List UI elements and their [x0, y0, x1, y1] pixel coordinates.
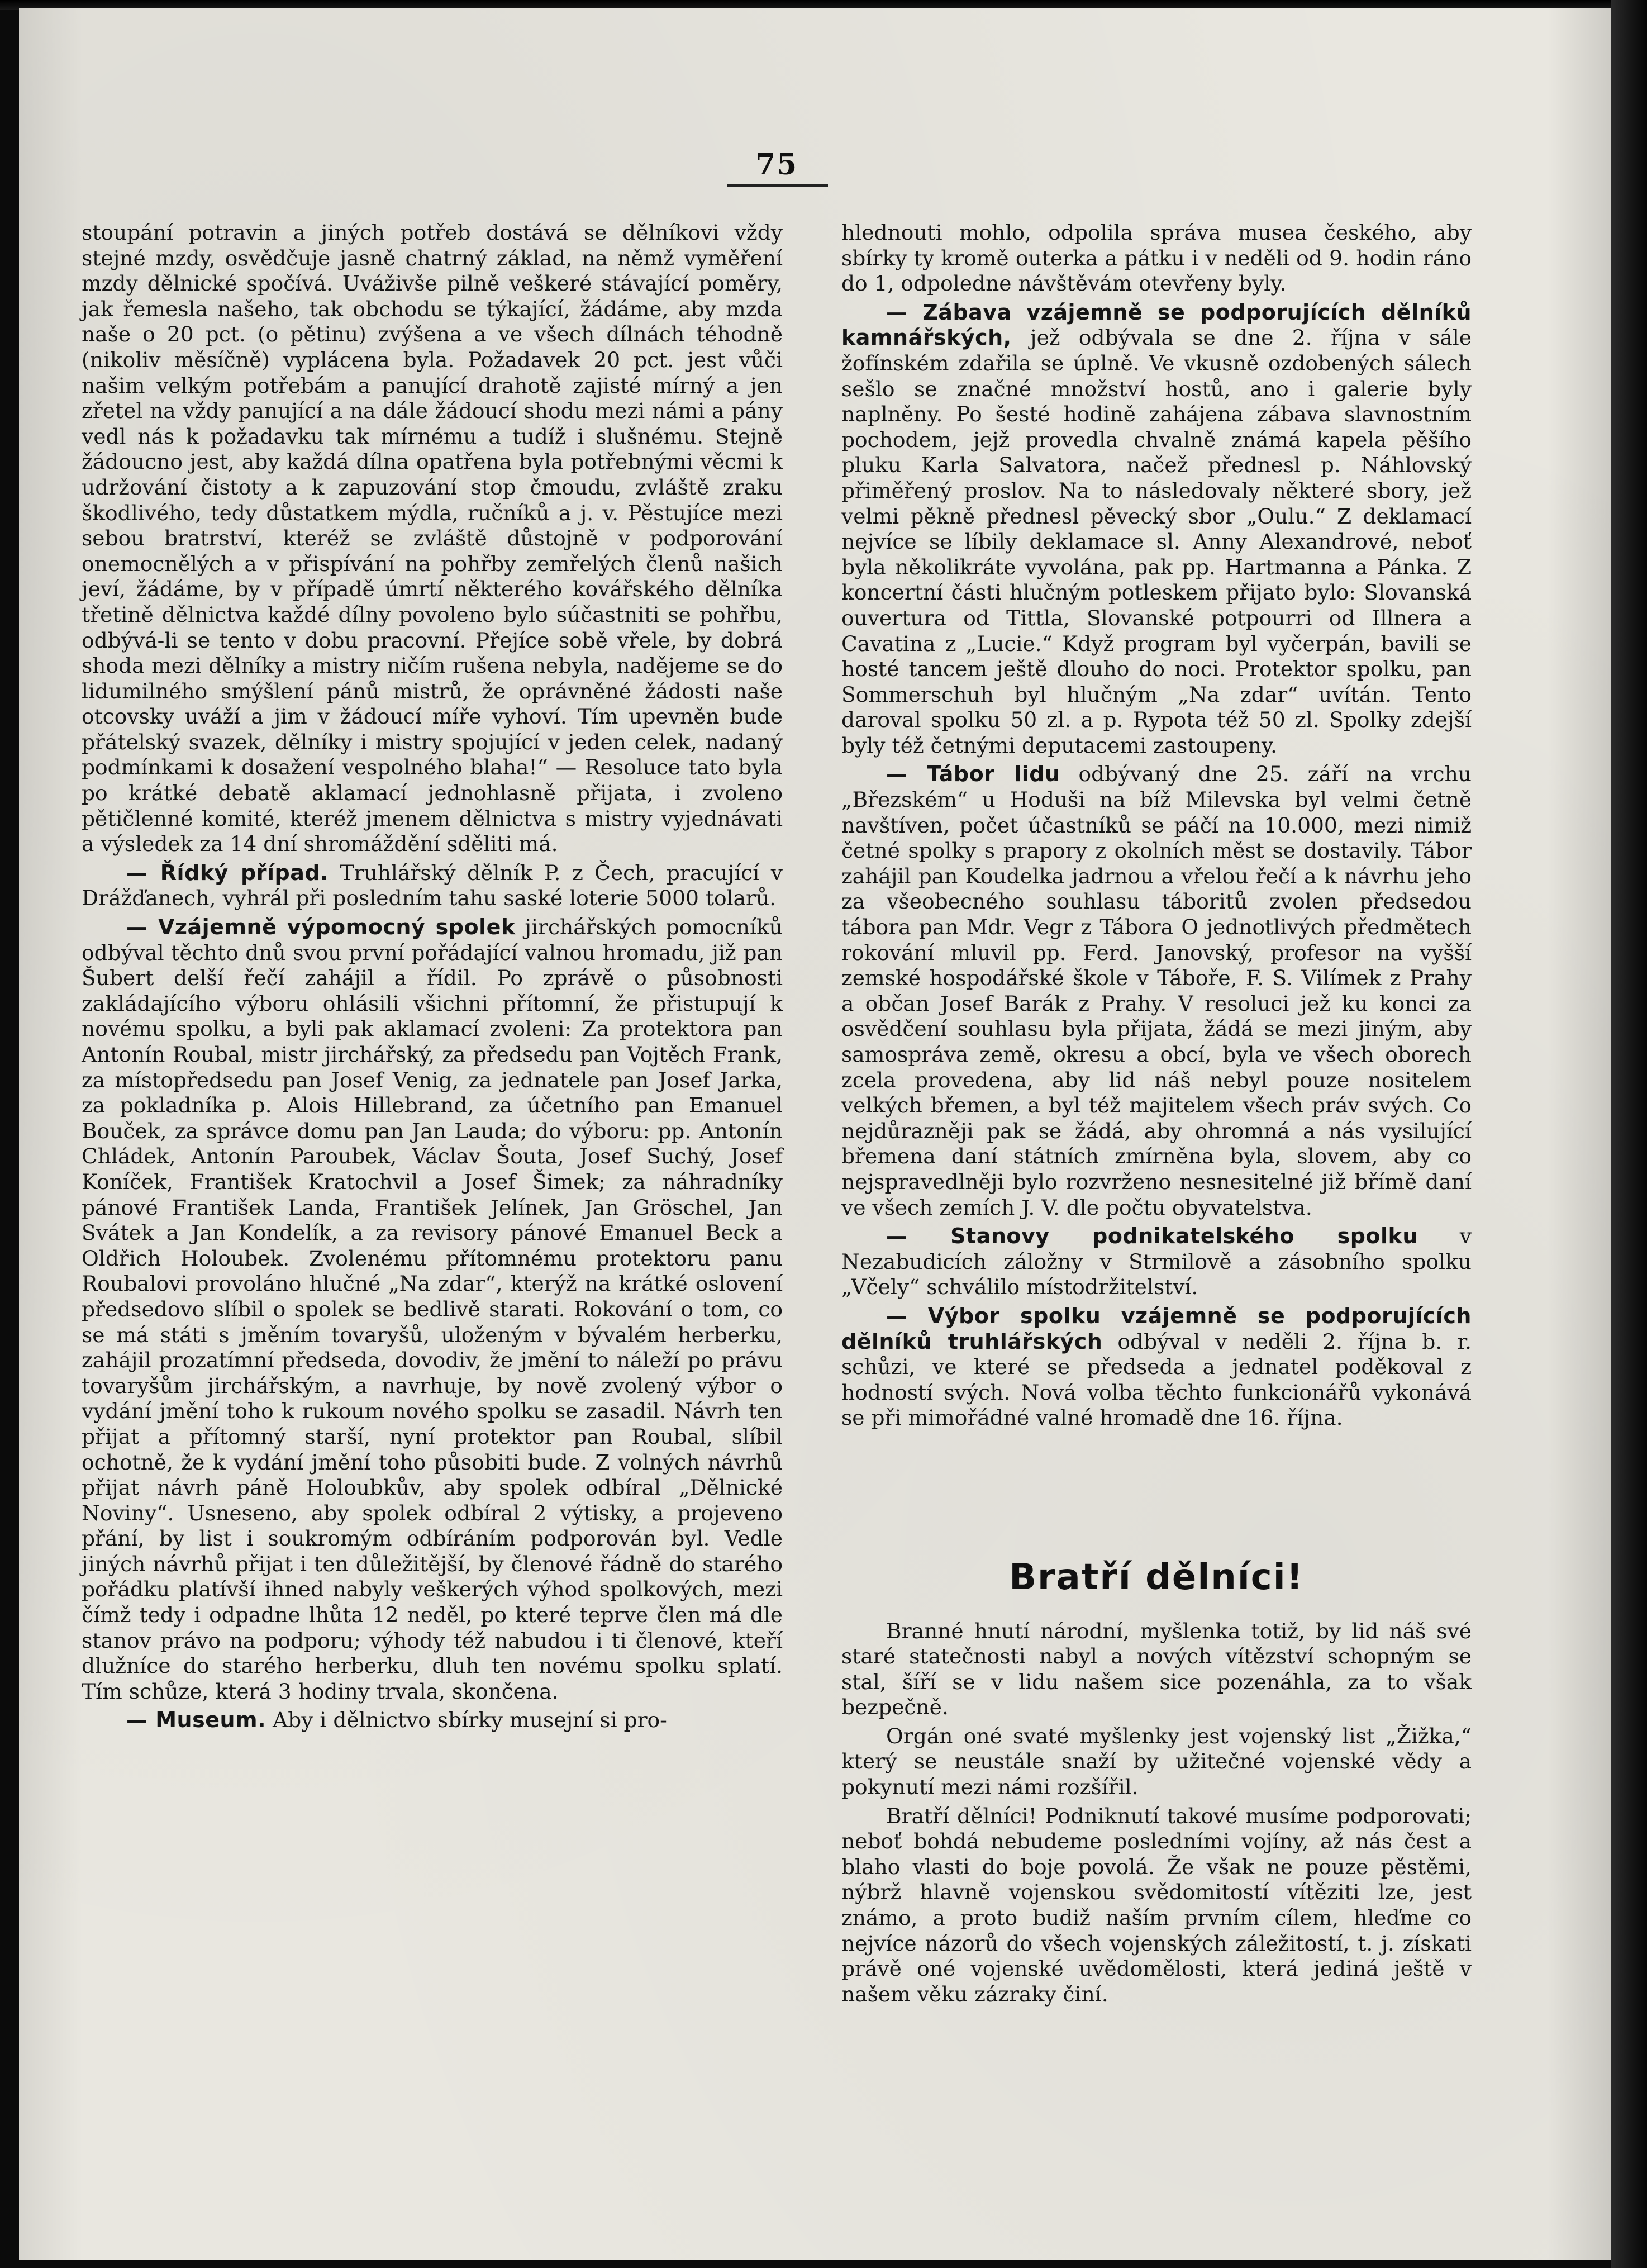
article-text: odbýval v neděli 2. října b. r. schůzi, ve které se předseda a jednatel poděkoval z hodností svých. Nová volba těchto funkcionářů vykonává se při mimořádné valné hromadě dne 16. října. — [841, 1329, 1472, 1430]
page-number: 75 — [755, 148, 798, 182]
article-heading: — Tábor lidu — [886, 762, 1060, 787]
article-paragraph — [841, 220, 1472, 297]
left-column — [82, 220, 783, 1733]
article-text: hlednouti mohlo, odpolila správa musea českého, aby sbírky ty kromě outerka a pátku i v neděli od 9. hodin ráno do 1, odpoledne návštěvám otevřeny byly. — [841, 220, 1472, 296]
article-text: jirchářských pomocníků odbýval těchto dnů svou první pořádající valnou hromadu, již pan Šubert delší řečí zahájil a řídil. Po zprávě o působnosti zakládajícího výboru ohlásili všichni přítomní, že přistupují k novému spolku, a byli pak aklamací zvoleni: Za protektora pan Antonín Roubal, mistr jirchářský, za předsedu pan Vojtěch Frank, za místopředsedu pan Josef Venig, za jednatele pan Josef Jarka, za pokladníka p. Alois Hillebrand, za účetního pan Emanuel Bouček, za správce domu pan Jan Lauda; do výboru: pp. Antonín Chládek, Antonín Paroubek, Václav Šouta, Josef Suchý, Josef Koníček, František Kratochvil a Josef Šimek; za náhradníky pánové František Landa, František Jelínek, Jan Gröschel, Jan Svátek a Jan Kondelík, a za revisory pánové Emanuel Beck a Oldřich Holoubek. Zvolenému přítomnému protektoru panu Roubalovi provoláno hlučné „Na zdar“, kterýž na krátké oslovení předsedovo slíbil o spolek se bedlivě starati. Rokování o tom, co se má státi s jměním tovaryšů, uloženým v bývalém herberku, zahájil prozatímní předseda, dovodiv, že jmění to náleží po právu tovaryšům jirchářským, a navrhuje, by nově zvolený výbor o vydání jmění toho k rukoum nového spolku se zasadil. Návrh ten přijat a přítomný starší, nyní protektor pan Roubal, slíbil ochotně, že k vydání jmění toho působiti bude. Z volných návrhů přijat návrh páně Holoubkův, aby spolek odbíral „Dělnické Noviny“. Usneseno, aby spolek odbíral 2 výtisky, a projeveno přání, by list i soukromým odbíráním podporován byl. Vedle jiných návrhů přijat i ten důležitější, by členové řádně do starého pořádku platívší ihned nabyly veškerých výhod spolkových, mezi čímž tedy i odpadne lhůta 12 neděl, po které teprve člen má dle stanov právo na podporu; výhody též nabudou i ti členové, kteří dlužníce do starého herberku, dluh ten novému spolku splatí. Tím schůze, která 3 hodiny trvala, skončena. — [82, 915, 783, 1704]
article-text: stoupání potravin a jiných potřeb dostává se dělníkovi vždy stejné mzdy, osvědčuje jasně chatrný základ, na němž vyměření mzdy dělnické spočívá. Uváživše pilně veškeré stávající poměry, jak řemesla našeho, tak obchodu se týkající, žádáme, aby mzda naše o 20 pct. (o pětinu) zvýšena a ve všech dílnách téhodně (nikoliv měsíčně) vyplácena byla. Požadavek 20 pct. jest vůči našim velkým potřebám a panující drahotě zajisté mírný a jen zřetel na vždy panující a na dále žádoucí shodu mezi námi a pány vedl nás k požadavku tak mírnému a tudíž i slušnému. Stejně žádoucno jest, aby každá dílna opatřena byla potřebnými věcmi k udržování čistoty a k zapuzování stop čmoudu, zvláště zraku škodlivého, tedy důstatkem mýdla, ručníků a j. v. Pěstujíce mezi sebou bratrství, kteréž se zvláště důstojně v podporování onemocnělých a v přispívání na pohřby zemřelých členů našich jeví, žádáme, by v případě úmrtí některého kovářského dělníka třetině dělnictva každé dílny povoleno bylo súčastniti se pohřbu, odbývá-li se tento v dobu pracovní. Přejíce sobě vřele, by dobrá shoda mezi dělníky a mistry ničím rušena nebyla, nadějeme se do lidumilného smýšlení pánů mistrů, že oprávněné žádosti naše otcovsky uváží a jim v žádoucí míře vyhoví. Tím upevněn bude přátelský svazek, dělníky i mistry spojující v jeden celek, nadaný podmínkami k dosažení vespolného blaha!“ — Resoluce tato byla po krátké debatě aklamací jednohlasně přijata, i zvoleno pětičlenné komité, kteréž jmenem dělnictva s mistry vyjednávati a výsledek za 14 dní shromáždění sděliti má. — [82, 220, 783, 857]
right-column — [841, 220, 1472, 2007]
article-paragraph — [82, 1708, 783, 1733]
scan-margin-strip — [1611, 0, 1647, 2268]
appeal-paragraph: Bratří dělníci! Podniknutí takové musíme podporovati; neboť bohdá nebudeme posledními vojíny, až nás čest a blaho vlasti do boje povolá. Že však ne pouze pěstěmi, nýbrž hlavně vojenskou svědomitostí vítěziti lze, jest známo, a proto budiž naším prvním cílem, hleďme co nejvíce názorů do všech vojenských záležitostí, t. j. získati právě oné vojenské uvědomělosti, která jediná ještě v našem věku zázraky činí. — [841, 1803, 1472, 2007]
article-text: jež odbývala se dne 2. října v sále žofínském zdařila se úplně. Ve vkusně ozdobených sálech sešlo se značné množství hostů, ano i galerie byly naplněny. Po šesté hodině zahájena zábava slavnostním pochodem, jejž provedla chvalně známá kapela pěšího pluku Karla Salvatora, načež přednesl p. Náhlovský přiměřený proslov. Na to následovaly některé sbory, jež velmi pěkně přednesl pěvecký sbor „Oulu.“ Z deklamací nejvíce se líbily deklamace sl. Anny Alexandrové, neboť byla několikráte vyvolána, pak pp. Hartmanna a Pánka. Z koncertní části hlučným potleskem přijato bylo: Slovanská ouvertura od Tittla, Slovanské potpourri od Illnera a Cavatina z „Lucie.“ Když program byl vyčerpán, bavili se hosté tancem ještě dlouho do noci. Protektor spolku, pan Sommerschuh byl hlučným „Na zdar“ uvítán. Tento daroval spolku 50 zl. a p. Rypota též 50 zl. Spolky zdejší byly též četnými deputacemi zastoupeny. — [841, 325, 1472, 758]
article-text: odbývaný dne 25. září na vrchu „Březském“ u Hoduši na bíž Milevska byl velmi četně navštíven, počet účastníků se páčí na 10.000, mezi nimiž četné spolky s prapory z okolních měst se dostavily. Tábor zahájil pan Koudelka jadrnou a vřelou řečí a k návrhu jeho za všeobecného souhlasu táboritů zvolen předsedou tábora pan Mdr. Vegr z Tábora O jednotlivých předmětech rokování mluvil pp. Ferd. Janovský, profesor na vyšší zemské hospodářské škole v Táboře, F. S. Vilímek z Prahy a občan Josef Barák z Prahy. V resoluci jež ku konci za osvědčení souhlasu byla přijata, žádá se mezi jiným, aby samospráva země, okresu a obcí, byla ve všech oborech zcela provedena, aby lid náš nebyl pouze nositelem velkých břemen, a byl též majitelem všech práv svých. Co nejdůrazněji pak se žádá, aby ohromná a nás vysilující břemena daní státních zmírněna byla, slovem, aby co nejspravedlněji bylo rozvrženo nesnesitelné již břímě daní ve všech zemích J. V. dle počtu obyvatelstva. — [841, 762, 1472, 1220]
article-paragraph — [841, 762, 1472, 1220]
article-paragraph — [841, 1304, 1472, 1431]
article-heading: — Stanovy podnikatelského spolku — [886, 1224, 1418, 1249]
article-paragraph — [82, 220, 783, 857]
article-heading: — Řídký případ. — [126, 860, 329, 885]
appeal-title: Bratří dělníci! — [1009, 1556, 1304, 1598]
article-text: v Nezabudicích záložny v Strmilově a zásobního spolku „Včely“ schválilo místodržitelství. — [841, 1224, 1472, 1300]
article-heading: — Museum. — [126, 1708, 266, 1733]
article-heading: — Zábava vzájemně se podporujících dělníků kamnářských, — [841, 299, 1472, 350]
article-text: Truhlářský dělník P. z Čech, pracující v Drážďanech, vyhrál při posledním tahu saské loterie 5000 tolarů. — [82, 860, 783, 911]
article-paragraph — [841, 300, 1472, 759]
page-number-rule — [727, 184, 828, 187]
article-paragraph — [841, 1224, 1472, 1300]
article-heading: — Výbor spolku vzájemně se podporujících dělníků truhlářských — [841, 1303, 1472, 1354]
article-paragraph — [82, 915, 783, 1704]
article-paragraph — [82, 860, 783, 911]
appeal-paragraph: Branné hnutí národní, myšlenka totiž, by lid náš své staré statečnosti nabyl a nových vítězství schopným se stal, šíří se v lidu našem sice pozenáhla, za to však bezpečně. — [841, 1618, 1472, 1720]
appeal-paragraph: Orgán oné svaté myšlenky jest vojenský list „Žižka,“ který se neustále snaží by užitečné vojenské vědy a pokynutí mezi námi rozšířil. — [841, 1723, 1472, 1800]
article-heading: — Vzájemně výpomocný spolek — [126, 915, 516, 940]
appeal-section — [841, 1556, 1472, 2008]
article-text: Aby i dělnictvo sbírky musejní si pro- — [273, 1708, 667, 1733]
newspaper-page — [19, 8, 1611, 2260]
